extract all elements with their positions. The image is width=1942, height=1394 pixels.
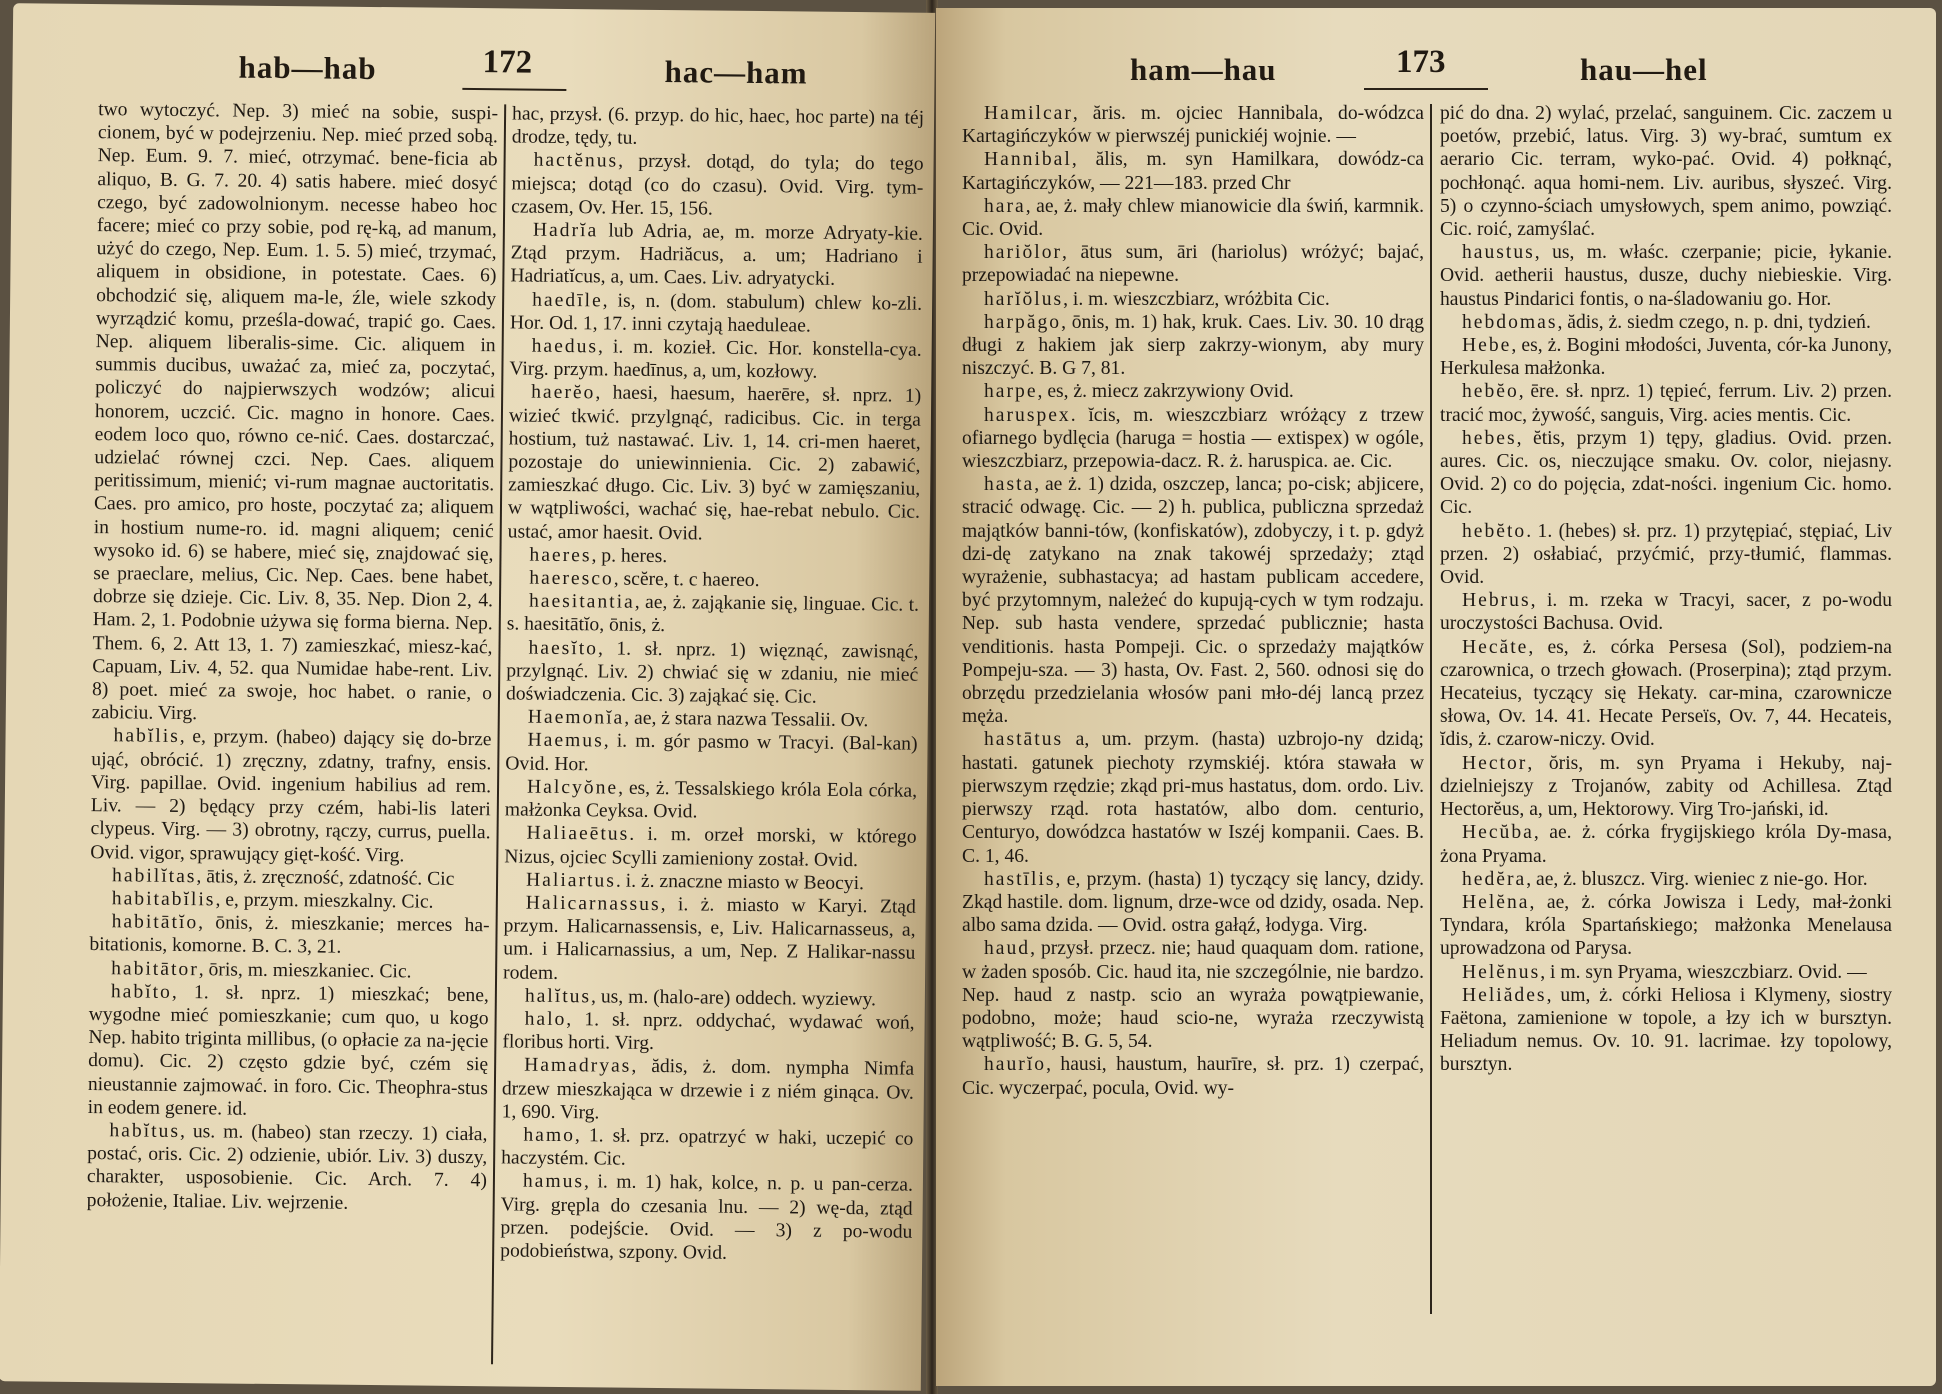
dictionary-entry bbox=[504, 822, 916, 873]
entry-definition: , is, n. (dom. stabulum) chlew ko-zli. Hor. Od. 1, 17. inni czytają haeduleae. bbox=[509, 290, 923, 337]
dictionary-entry bbox=[507, 590, 919, 641]
entry-definition: , us, m. właśc. czerpanie; picie, łykanie. Ovid. aetherii haustus, dusze, duchy niebieskie. Virg. haustus Pindarici fontis, o na-śladowaniu go. Hor. bbox=[1440, 242, 1892, 310]
entry-headword: haesitantia bbox=[528, 590, 635, 614]
entry-headword: habilĭtas bbox=[112, 864, 197, 887]
dictionary-entry bbox=[1440, 520, 1892, 590]
entry-definition: , ŏris, m. syn Pryama i Hekuby, naj-dzielniejszy z Trojanów, zabity od Achillesa. Ztąd Hectorĕus, a, um, Hektorowy. Virg Tro-jański, id. bbox=[1440, 752, 1892, 821]
dictionary-entry bbox=[962, 473, 1424, 728]
left-page-header bbox=[12, 33, 935, 103]
entry-headword: Hector bbox=[1462, 752, 1528, 774]
dictionary-entry bbox=[1440, 868, 1892, 891]
dictionary-entry bbox=[508, 381, 922, 548]
entry-definition: , ae. ż. córka frygijskiego króla Dy-masa, żona Pryama. bbox=[1440, 822, 1892, 867]
right-column-rule bbox=[1430, 104, 1432, 1314]
dictionary-entry bbox=[962, 311, 1424, 381]
entry-definition: , hausi, haustum, haurīre, sł. prz. 1) czerpać, Cic. wyczerpać, pocula, Ovid. wy- bbox=[962, 1054, 1424, 1099]
dictionary-entry bbox=[502, 1054, 915, 1128]
entry-definition: , ae ż. 1) dzida, oszczep, lanca; po-cisk; abjicere, stracić odwagę. Cic. — 2) h. publica, publiczna sprzedaż majątków banni-tów, (konfiskatów), zdobyczy, i t. p. gdyż dzi-dę zatykano na znak takowéj sprzedaży; ztąd wyrażenie, subhastacya; ad hastam publicam accedere, być przytomnym, należeć do kupują-cych w tym rodzaju. Nep. sub hasta vendere, sprzedać publicznie; hasta venditionis. hasta Pompeji. Cic. o sprzedaży majątków Pompeju-sza. — 3) hasta, Ov. Fast. 2, 560. odnosi się do obrzędu przedzielania włosów pani mło-déj lancą przez męża. bbox=[962, 474, 1424, 728]
entry-headword: Haliartus bbox=[525, 869, 617, 892]
dictionary-entry bbox=[1440, 891, 1892, 961]
entry-definition: , us. m. (habeo) stan rzeczy. 1) ciała, postać, oris. Cic. 2) odzienie, ubiór. Liv. 3) duszy, charakter, usposobienie. Cic. Arch. 7. 4) położenie, Italiae. Liv. wejrzenie. bbox=[86, 1120, 488, 1214]
entry-definition: , i. ż. miasto w Karyi. Ztąd przym. Halicarnassensis, e, Liv. Halicarnasseus, a, um. i Halicarnassius, a um, Nep. Z Halikar-nassu rodem. bbox=[503, 893, 916, 984]
dictionary-entry bbox=[90, 725, 491, 868]
left-header-guide-left: hab—hab bbox=[238, 49, 377, 87]
entry-headword: hastātus bbox=[984, 729, 1064, 751]
entry-headword: Helĕna bbox=[1462, 891, 1530, 913]
entry-definition: , scĕre, t. c haereo. bbox=[613, 568, 760, 592]
entry-headword: habitātĭo bbox=[111, 911, 199, 934]
entry-headword: hariŏlor bbox=[984, 242, 1063, 264]
entry-definition: , i m. syn Pryama, wieszczbiarz. Ovid. — bbox=[1540, 961, 1867, 983]
entry-definition: , i. m. rzeka w Tracyi, sacer, z po-wodu uroczystości Bachusa. Ovid. bbox=[1440, 590, 1892, 635]
dictionary-entry bbox=[1440, 984, 1892, 1077]
dictionary-entry bbox=[1440, 241, 1892, 311]
entry-headword: Haemonĭa bbox=[527, 706, 625, 729]
entry-definition: , e, przym. (habeo) dający się do-brze ująć, obrócić. 1) zręczny, zdatny, trafny, ensis. Virg. papillae. Ovid. ingenium habilius ad rem. Liv. — 2) będący przy czém, habi-lis lateri clypeus. Virg. — 3) obrotny, rączy, currus, puella. Ovid. vigor, sprawujący gięt-kość. Virg. bbox=[90, 726, 492, 866]
entry-headword: haruspex bbox=[984, 404, 1071, 426]
left-column-1 bbox=[85, 98, 498, 1372]
entry-definition: a, um. przym. (hasta) uzbrojo-ny dzidą; hastati. gatunek piechoty rzymskiéj. która stawała w pierwszym rzędzie; zkąd pri-mus hastatus, dom. ordo. Liv. pierwszy rząd. rota hastatów, albo dom. centurio, Centuryo, dowódzca hastatów w Iszéj kompanii. Caes. B. C. 1, 46. bbox=[962, 729, 1424, 867]
dictionary-entry bbox=[962, 1053, 1424, 1099]
dictionary-entry bbox=[1440, 102, 1892, 241]
entry-definition: , ădis, ż. siedm czego, n. p. dni, tydzień. bbox=[1557, 311, 1871, 333]
entry-definition: , 1. sł. nprz. 1) więznąć, zawisnąć, przylgnąć. Liv. 2) chwiać się w zdaniu, nie mieć doświadczenia. Cic. 3) zająkać się. Cic. bbox=[505, 638, 919, 708]
dictionary-entry bbox=[1440, 636, 1892, 752]
entry-definition: , ēre. sł. nprz. 1) tępieć, ferrum. Liv. 2) przen. tracić moc, żywość, sanguis, Virg. acies mentis. Cic. bbox=[1440, 381, 1892, 426]
left-page bbox=[0, 3, 935, 1391]
entry-headword: Hebe bbox=[1462, 335, 1512, 357]
entry-definition: , ātis, ż. zręczność, zdatność. Cic bbox=[196, 865, 455, 890]
entry-headword: hedĕra bbox=[1462, 868, 1527, 890]
entry-headword: hebĕto bbox=[1462, 520, 1527, 542]
entry-headword: Haemus bbox=[527, 730, 604, 752]
left-column-2 bbox=[499, 102, 924, 1376]
entry-definition: , ăris. m. ojciec Hannibala, do-wódzca Kartagińczyków w pierwszéj punickiéj wojnie. — bbox=[962, 103, 1424, 148]
entry-headword: hastīlis bbox=[984, 868, 1056, 890]
entry-definition: , ae, ż. zająkanie się, linguae. Cic. t. s. haesitātĭo, ōnis, ż. bbox=[506, 592, 920, 637]
dictionary-entry bbox=[501, 1123, 913, 1174]
entry-definition: two wytoczyć. Nep. 3) mieć na sobie, suspi-cionem, być w podejrzeniu. Nep. mieć przed sobą. Nep. Eum. 9. 7. mieć, otrzymać. bene-ficia ab aliquo, B. G. 7. 20. 4) satis habere. mieć dosyć czego, być zadowolnionym. necesse habeo hoc facere; mieć co przy sobie, pod rę-ką, ad manum, użyć do czego, Nep. Eum. 1. 5. 5) mieć, trzymać, aliquem in obsidione, in potestate. Caes. 6) obchodzić się, aliquem ma-le, źle, wiele szkody wyrządzić komu, prześla-dować, trapić go. Caes. Nep. aliquem liberalis-sime. Cic. aliquem in summis ducibus, uważać za, mieć za, poczytać, policzyć do najpierwszych wodzów; alicui honorem, uczcić. Cic. magno in honore. Caes. eodem loco quo, równo ce-nić. Caes. dostarczać, udzielać równej czci. Nep. Caes. aliquem peritissimum, mienić; vi-rum magnae auctoritatis. Caes. pro amico, pro hoste, poczytać za; aliquem in hostium nume-ro. id. magni aliquem; cenić wysoko id. 6) se habere, mieć się, znajdować się, se praeclare, melius, Cic. Nep. Caes. bene habet, dobrze się dzieje. Cic. Liv. 8, 35. Nep. Dion 2, 4. Ham. 2, 1. Podobnie używa się forma bierna. Nep. Them. 6, 2. Att 13, 1. 7) zamieszkać, miesz-kać, Capuam, Liv. 4, 52. qua Numidae habe-rent. Liv. 8) poet. mieć za swoje, hoc habet. o ranie, o zabiciu. Virg. bbox=[91, 99, 499, 725]
entry-headword: Hamilcar bbox=[984, 103, 1073, 124]
entry-headword: harpăgo bbox=[984, 311, 1062, 333]
entry-definition: , es, ż. miecz zakrzywiony Ovid. bbox=[1037, 381, 1294, 403]
dictionary-entry bbox=[92, 98, 499, 729]
entry-headword: Haliaeētus bbox=[526, 822, 630, 846]
entry-definition: , przysł. przecz. nie; haud quaquam dom. ratione, w żaden sposób. Cic. haud ita, nie szczególnie, nie bardzo. Nep. haud z nastp. scio an wyraża powątpiewanie, podobno, może; haud scio-ne, wyraża rzeczywistą wątpliwość; B. G. 5, 54. bbox=[962, 938, 1424, 1053]
entry-headword: hasta bbox=[984, 474, 1035, 496]
entry-headword: hebĕo bbox=[1462, 381, 1519, 403]
entry-headword: habĭlis bbox=[113, 725, 180, 748]
entry-headword: Halcyŏne bbox=[526, 776, 619, 799]
entry-headword: hebes bbox=[1462, 427, 1517, 449]
dictionary-entry bbox=[87, 1119, 488, 1216]
entry-definition: pić do dna. 2) wylać, przelać, sanguinem. Cic. zaczem u poetów, przebić, latus. Virg. 3) wy-brać, sumtum ex aerario Cic. terram, wyko-pać. Ovid. 4) połknąć, pochłonąć. aqua homi-nem. Liv. auribus, słyszeć. Virg. 5) o czynno-ściach umysłowych, spem animo, powziąć. Cic. roić, zamyślać. bbox=[1440, 103, 1892, 241]
entry-headword: haedus bbox=[531, 335, 599, 358]
entry-headword: haud bbox=[984, 938, 1031, 960]
right-page-header bbox=[936, 38, 1936, 98]
right-page-number: 173 bbox=[1396, 44, 1446, 80]
dictionary-entry bbox=[1440, 380, 1892, 426]
dictionary-entry bbox=[500, 1170, 913, 1267]
dictionary-entry bbox=[510, 288, 922, 339]
entry-headword: haerĕo bbox=[531, 382, 596, 404]
entry-definition: , 1. sł. prz. opatrzyć w haki, uczepić co haczystém. Cic. bbox=[501, 1125, 914, 1170]
entry-headword: Helĕnus bbox=[1462, 961, 1541, 983]
entry-headword: Hannibal bbox=[984, 149, 1072, 171]
entry-headword: harpe bbox=[984, 381, 1038, 403]
right-page-number-rule bbox=[1364, 88, 1488, 90]
entry-headword: haustus bbox=[1462, 242, 1535, 264]
right-page bbox=[936, 8, 1936, 1386]
entry-definition: , ōnis, m. 1) hak, kruk. Caes. Liv. 30. 10 drąg długi z hakiem jak sierp zakrzy-wionym, aby mury niszczyć. B. G 7, 81. bbox=[962, 311, 1424, 380]
dictionary-entry bbox=[962, 380, 1424, 403]
entry-headword: hactĕnus bbox=[533, 150, 619, 172]
entry-headword: hebdomas bbox=[1462, 311, 1558, 333]
entry-headword: haeres bbox=[529, 544, 592, 567]
entry-headword: hara bbox=[984, 195, 1026, 217]
entry-definition: . 1. (hebes) sł. prz. 1) przytępiać, stępiać, Liv przen. 2) osłabiać, przyćmić, przy-tłumić, flammas. Ovid. bbox=[1440, 520, 1892, 589]
entry-headword: hamus bbox=[522, 1170, 585, 1193]
entry-definition: , us, m. (halo-are) oddech. wyziewy. bbox=[591, 986, 877, 1011]
entry-definition: . ĭcis, m. wieszczbiarz wróżący z trzew ofiarnego bydlęcia (haruga = hostia — extispex) w ogóle, wieszczbiarz, przepowia-dacz. R. ż. haruspica. ae. Cic. bbox=[962, 404, 1424, 473]
dictionary-entry bbox=[509, 334, 921, 385]
entry-definition: hac, przysł. (6. przyp. do hic, haec, hoc parte) na téj drodze, tędy, tu. bbox=[511, 103, 925, 149]
entry-definition: , przysł. dotąd, do tyla; do tego miejsca; dotąd (co do czasu). Ovid. Virg. tym-czasem, Ov. Her. 15, 156. bbox=[511, 150, 924, 220]
entry-headword: Heliădes bbox=[1462, 984, 1547, 1006]
dictionary-entry bbox=[1440, 752, 1892, 822]
left-page-number-rule bbox=[462, 88, 566, 91]
entry-definition: , ae, ż. córka Jowisza i Ledy, mał-żonki Tyndara, króla Spartańskiego; małżonka Menelausa uprowadzona od Parysa. bbox=[1440, 891, 1892, 960]
entry-headword: haedīle bbox=[532, 289, 603, 312]
right-column-1 bbox=[962, 102, 1424, 1342]
entry-definition: , es, ż. Tessalskiego króla Eola córka, małżonka Ceyksa. Ovid. bbox=[504, 777, 918, 823]
entry-definition: , e, przym. (hasta) 1) tyczący się lancy, dzidy. Zkąd hastile. dom. lignum, drze-wce od dzidy, osada. Nep. albo sama dzida. — Ovid. ostra gałąź, łodyga. Virg. bbox=[962, 868, 1424, 937]
entry-definition: , 1. sł. nprz. 1) mieszkać; bene, wygodne mieć pomieszkanie; cum quo, u kogo Nep. habito triginta millibus, (o opłacie za na-jęcie domu). Cic. 2) często gdzie być, czém się nieustannie zajmować. in foro. Cic. Theophra-stus in eodem genere. id. bbox=[87, 981, 489, 1120]
right-header-guide-right: hau—hel bbox=[1580, 52, 1708, 87]
entry-headword: harĭŏlus bbox=[984, 288, 1064, 310]
dictionary-entry bbox=[89, 910, 489, 961]
left-page-number: 172 bbox=[482, 44, 533, 81]
dictionary-entry bbox=[962, 102, 1424, 148]
entry-definition: , i. m. gór pasmo w Tracyi. (Bal-kan) Ovid. Hor. bbox=[505, 730, 918, 775]
entry-definition: . i. m. orzeł morski, w którego Nizus, ojciec Scylli zamieniony został. Ovid. bbox=[504, 824, 917, 871]
dictionary-entry bbox=[1440, 961, 1892, 984]
entry-definition: , 1. sł. nprz. oddychać, wydawać woń, floribus horti. Virg. bbox=[502, 1008, 915, 1055]
entry-definition: lub Adria, ae, m. morze Adryaty-kie. Ztąd przym. Hadriăcus, a. um; Hadriano i Hadriatĭcus, a, um. Caes. Liv. adryatycki. bbox=[510, 220, 923, 291]
entry-definition: , ae, ż. mały chlew mianowicie dla świń, karmnik. Cic. Ovid. bbox=[962, 195, 1424, 241]
entry-headword: halo bbox=[524, 1008, 567, 1030]
entry-definition: , haesi, haesum, haerēre, sł. nprz. 1) wizieć tkwić. przylgnąć, radicibus. Cic. in terga hostium, tuż nastawać. Liv. 1, 14. cri-men haeret, pozostaje do uniewinnienia. Cic. 2) zabawić, zamieszkać długo. Cic. Liv. 3) być w zamięszaniu, w wątpliwości, wachać się, hae-rebat nebulo. Cic. ustać, amor haesit. Ovid. bbox=[507, 382, 922, 545]
entry-definition: , i. m. wieszczbiarz, wróżbita Cic. bbox=[1063, 288, 1330, 310]
entry-definition: , ae, ż stara nazwa Tessalii. Ov. bbox=[624, 707, 869, 732]
entry-definition: , ĕtis, przym 1) tępy, gladius. Ovid. przen. aures. Cic. os, nieczujące smaku. Ov. color, niejasny. Ovid. 2) co do pojęcia, zdat-ności. ingenium Cic. homo. Cic. bbox=[1440, 427, 1892, 519]
dictionary-entry bbox=[962, 195, 1424, 241]
dictionary-entry bbox=[962, 937, 1424, 1053]
entry-headword: habitātor bbox=[111, 957, 199, 980]
entry-definition: , ōris, m. mieszkaniec. Cic. bbox=[198, 958, 412, 982]
dictionary-entry bbox=[1440, 334, 1892, 380]
entry-headword: habitabĭlis bbox=[111, 888, 216, 911]
entry-headword: habĭtus bbox=[109, 1120, 181, 1142]
entry-definition: , ātus sum, āri (hariolus) wróżyć; bajać, przepowiadać na niepewne. bbox=[962, 242, 1424, 287]
dictionary-entry bbox=[962, 241, 1424, 287]
entry-definition: , es, ż. córka Persesa (Sol), podziem-na czarownica, o trzech głowach. (Proserpina); ztąd przym. Hecateius, tyczący się Hekaty. car-mina, czarownicze słowa, Ov. 14. 41. Hecate Perseïs, Ov. 7, 44. Hecateis, ĭdis, ż. czarow-niczy. Ovid. bbox=[1440, 636, 1892, 751]
dictionary-entry bbox=[511, 149, 924, 223]
entry-definition: , i. m. 1) hak, kolce, n. p. u pan-cerza. Virg. grępla do czesania lnu. — 2) wę-da, ztąd przen. podejście. Ovid. — 3) z po-wodu podobieństwa, szpony. Ovid. bbox=[500, 1171, 914, 1264]
entry-headword: habĭto bbox=[110, 981, 172, 1003]
dictionary-entry bbox=[962, 728, 1424, 867]
entry-definition: , e, przym. mieszkalny. Cic. bbox=[215, 889, 434, 913]
entry-definition: , ae, ż. bluszcz. Virg. wieniec z nie-go. Hor. bbox=[1526, 868, 1868, 890]
entry-definition: , ădis, ż. dom. nympha Nimfa drzew mieszkająca w drzewie i z niém ginąca. Ov. 1, 690. Virg. bbox=[501, 1056, 915, 1124]
entry-definition: . i. ż. znaczne miasto w Beocyi. bbox=[615, 870, 865, 894]
dictionary-entry bbox=[503, 891, 916, 988]
left-header-guide-right: hac—ham bbox=[664, 54, 808, 91]
entry-headword: Hamadryas bbox=[524, 1054, 632, 1078]
dictionary-entry bbox=[962, 288, 1424, 311]
entry-headword: haeresco bbox=[529, 567, 614, 590]
entry-headword: Halicarnassus bbox=[525, 892, 661, 915]
dictionary-entry bbox=[506, 636, 919, 710]
entry-definition: , i. m. kozieł. Cic. Hor. konstella-cya. Virg. przym. haedīnus, a, um, kozłowy. bbox=[509, 336, 922, 383]
right-header-guide-left: ham—hau bbox=[1130, 52, 1277, 87]
dictionary-entry bbox=[505, 775, 917, 826]
entry-definition: , p. heres. bbox=[591, 545, 668, 567]
dictionary-entry bbox=[1440, 589, 1892, 635]
entry-headword: haesĭto bbox=[528, 637, 599, 660]
entry-headword: Hebrus bbox=[1462, 590, 1531, 612]
entry-headword: Hadrĭa bbox=[532, 219, 599, 242]
dictionary-entry bbox=[1440, 311, 1892, 334]
entry-headword: Hecŭba bbox=[1462, 822, 1534, 844]
dictionary-entry bbox=[1440, 821, 1892, 867]
dictionary-entry bbox=[510, 218, 923, 292]
dictionary-entry bbox=[512, 102, 924, 153]
entry-definition: , es, ż. Bogini młodości, Juventa, cór-ka Junony, Herkulesa małżonka. bbox=[1440, 335, 1892, 380]
entry-headword: Hecăte bbox=[1462, 636, 1529, 658]
entry-headword: hamo bbox=[523, 1124, 576, 1147]
right-column-2 bbox=[1440, 102, 1892, 1342]
dictionary-entry bbox=[502, 1007, 914, 1058]
dictionary-entry bbox=[505, 729, 917, 780]
entry-definition: , um, ż. córki Heliosa i Klymeny, siostry Faëtona, zamienione w topole, a łzy ich w bursztyn. Heliadum nemus. Ov. 10. 91. lacrimae. łzy topolowy, bursztyn. bbox=[1440, 984, 1892, 1076]
entry-definition: , ōnis, ż. mieszkanie; merces ha-bitationis, komorne. B. C. 3, 21. bbox=[89, 912, 490, 959]
entry-definition: , ălis, m. syn Hamilkara, dowódz-ca Kartagińczyków, — 221—183. przed Chr bbox=[962, 149, 1424, 194]
dictionary-entry bbox=[88, 980, 489, 1123]
dictionary-entry bbox=[1440, 427, 1892, 520]
entry-headword: halĭtus bbox=[524, 985, 592, 1008]
entry-headword: haurĭo bbox=[984, 1054, 1047, 1076]
dictionary-entry bbox=[962, 868, 1424, 938]
dictionary-entry bbox=[962, 404, 1424, 474]
dictionary-entry bbox=[962, 148, 1424, 194]
